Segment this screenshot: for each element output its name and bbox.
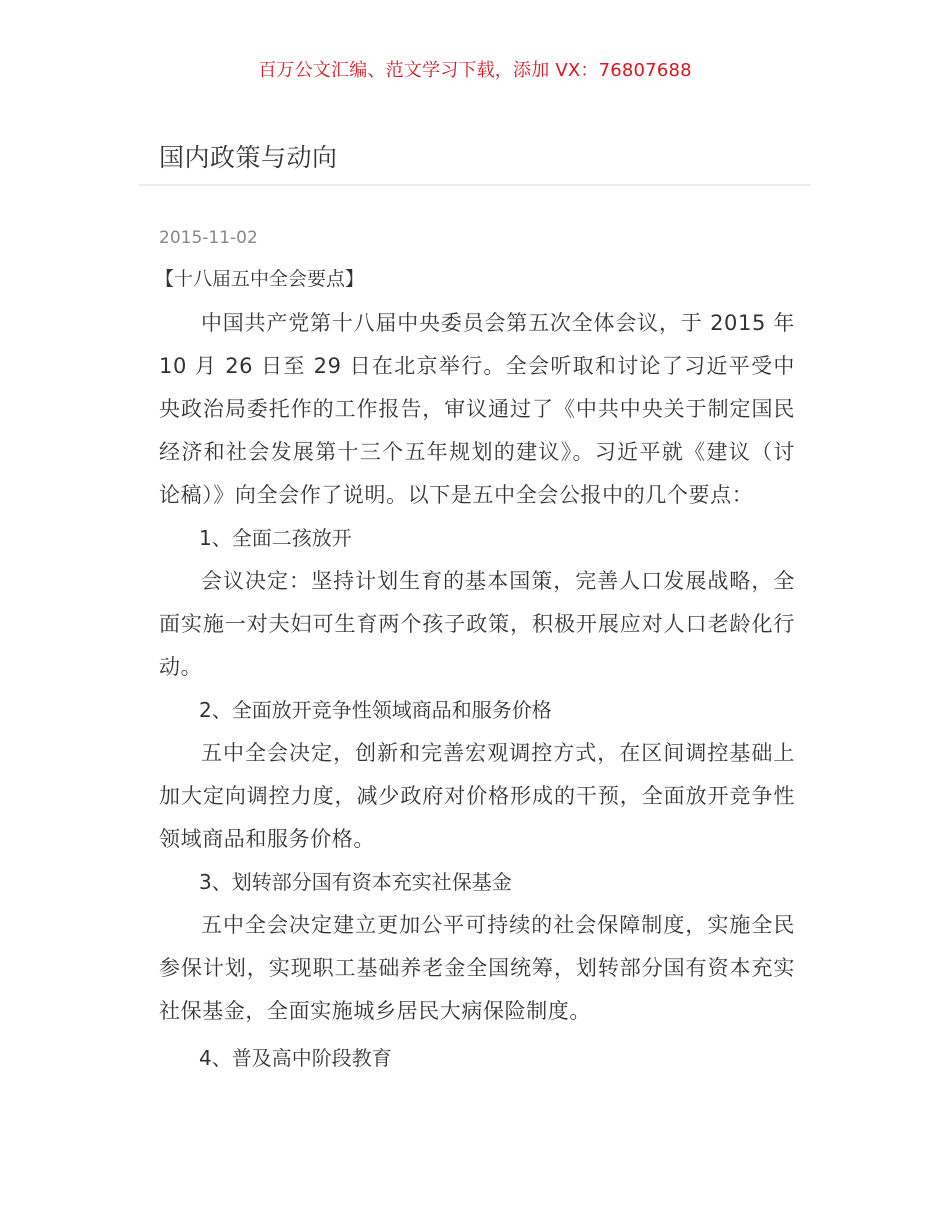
point-heading-4: 4、普及高中阶段教育 xyxy=(199,1046,392,1070)
page-title: 国内政策与动向 xyxy=(159,143,338,172)
point-heading-1: 1、全面二孩放开 xyxy=(199,526,352,550)
publish-date: 2015-11-02 xyxy=(159,228,258,248)
point-heading-2: 2、全面放开竞争性领域商品和服务价格 xyxy=(199,698,552,722)
point-body-3: 五中全会决定建立更加公平可持续的社会保障制度，实施全民参保计划，实现职工基础养老金全国统筹，划转部分国有资本充实社保基金，全面实施城乡居民大病保险制度。 xyxy=(159,913,795,1023)
article-body xyxy=(155,262,795,1080)
point-body-1: 会议决定：坚持计划生育的基本国策，完善人口发展战略，全面实施一对夫妇可生育两个孩子政策，积极开展应对人口老龄化行动。 xyxy=(159,569,795,679)
point-heading-3: 3、划转部分国有资本充实社保基金 xyxy=(199,870,512,894)
title-divider xyxy=(139,184,811,186)
watermark-banner: 百万公文汇编、范文学习下载，添加 VX：76807688 xyxy=(258,60,692,81)
section-tag: 【十八届五中全会要点】 xyxy=(155,268,365,290)
point-body-2: 五中全会决定，创新和完善宏观调控方式，在区间调控基础上加大定向调控力度，减少政府对价格形成的干预，全面放开竞争性领域商品和服务价格。 xyxy=(159,741,795,851)
intro-paragraph: 中国共产党第十八届中央委员会第五次全体会议，于 2015 年 10 月 26 日至 29 日在北京举行。全会听取和讨论了习近平受中央政治局委托作的工作报告，审议通过了《中共中央关于制定国民经济和社会发展第十三个五年规划的建议》。习近平就《建议（讨论稿）》向全会作了说明。以下是五中全会公报中的几个要点： xyxy=(159,311,795,507)
